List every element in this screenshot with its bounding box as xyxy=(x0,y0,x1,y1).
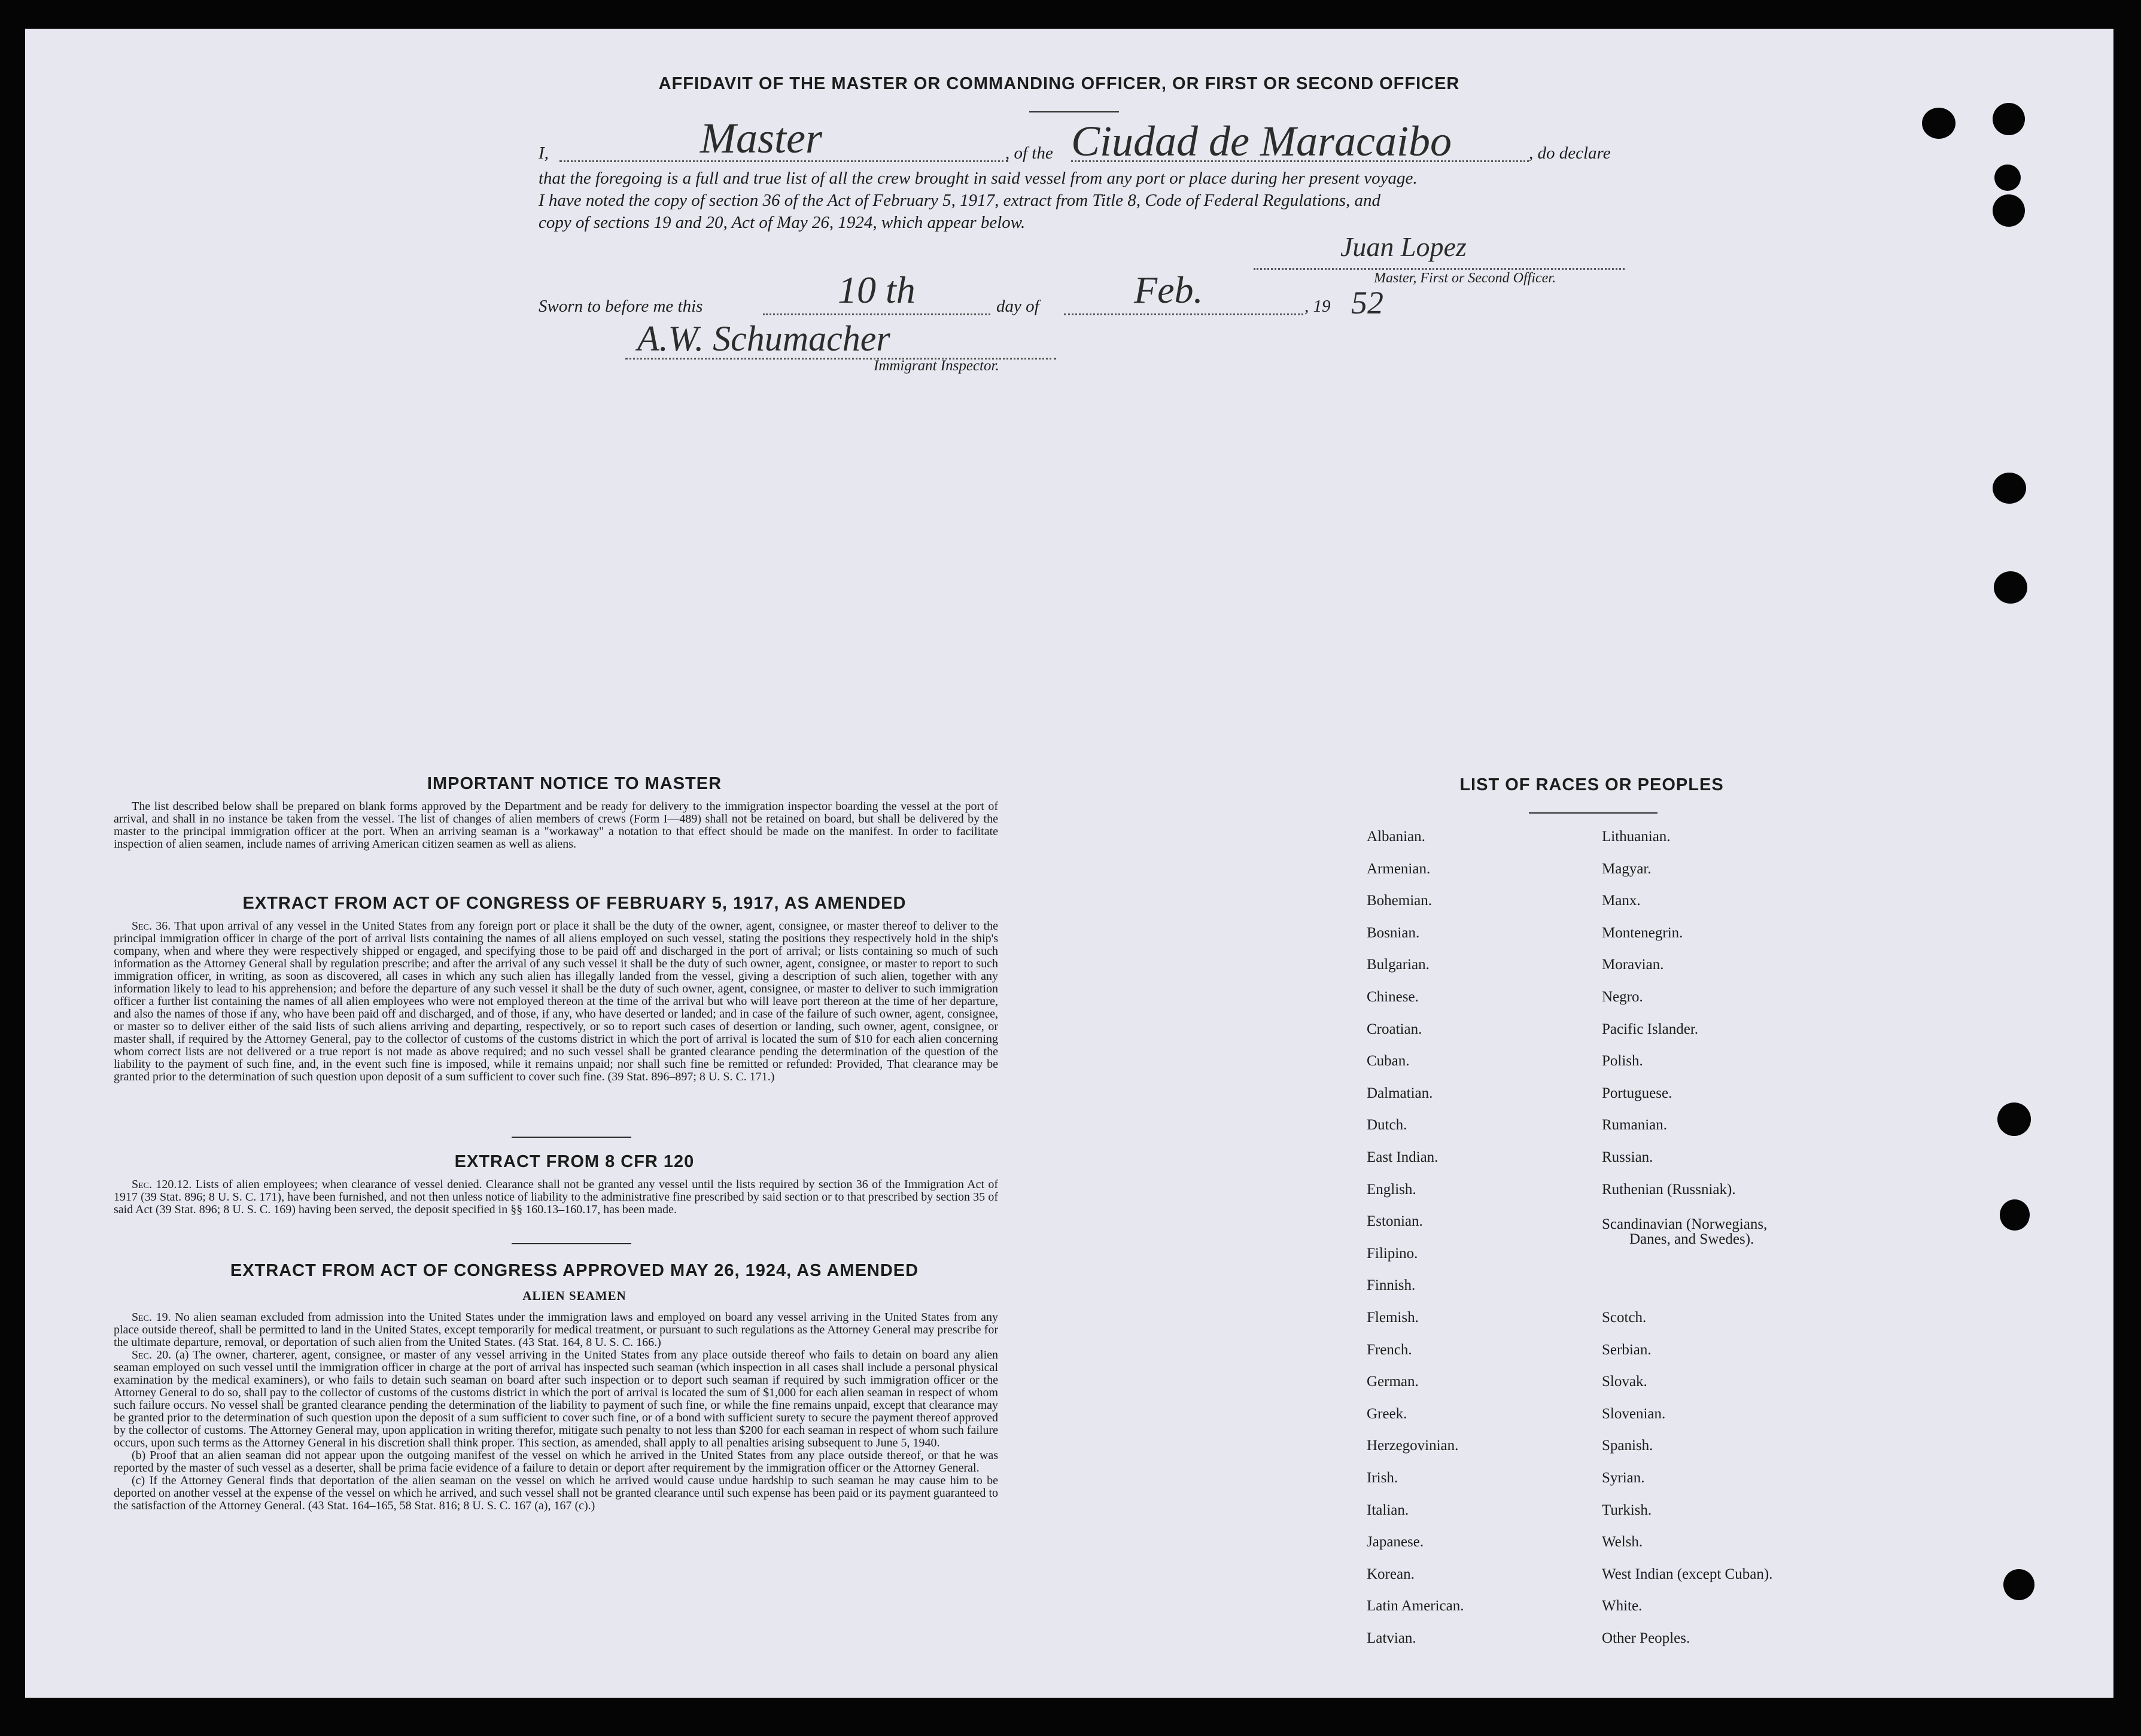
race-item: Syrian. xyxy=(1602,1470,1645,1486)
races-title: LIST OF RACES OR PEOPLES xyxy=(1459,775,1724,794)
divider xyxy=(512,1243,631,1244)
race-item: Bulgarian. xyxy=(1367,957,1430,973)
race-item: Polish. xyxy=(1602,1053,1643,1070)
notice-title: IMPORTANT NOTICE TO MASTER xyxy=(427,774,722,793)
race-item: Japanese. xyxy=(1367,1534,1424,1551)
race-item: Turkish. xyxy=(1602,1502,1652,1518)
divider xyxy=(512,1137,631,1138)
alien-seamen-subtitle: ALIEN SEAMEN xyxy=(522,1289,627,1303)
punch-hole xyxy=(1997,1102,2031,1136)
punch-hole xyxy=(1994,165,2021,191)
officer-signature: Juan Lopez xyxy=(1340,232,1467,262)
punch-hole xyxy=(1993,194,2025,227)
race-item: Cuban. xyxy=(1367,1053,1410,1070)
affidavit-line-3: I have noted the copy of section 36 of the Act of February 5, 1917, extract from Title 8, Code of Federal Regulations, and xyxy=(539,191,1381,210)
inspector-label: Immigrant Inspector. xyxy=(874,358,999,374)
race-item: Flemish. xyxy=(1367,1309,1419,1326)
signature-label: Master, First or Second Officer. xyxy=(1374,270,1556,286)
race-item: Magyar. xyxy=(1602,860,1652,877)
race-item: Pacific Islander. xyxy=(1602,1021,1699,1037)
race-item: German. xyxy=(1367,1373,1419,1390)
sworn-label: Sworn to before me this xyxy=(539,297,703,316)
race-item: Bosnian. xyxy=(1367,924,1420,941)
race-item: Welsh. xyxy=(1602,1534,1643,1551)
race-item: Bohemian. xyxy=(1367,893,1433,909)
name-handwritten: Master xyxy=(700,114,822,162)
race-item: Danes, and Swedes). xyxy=(1629,1231,1754,1248)
race-item: Rumanian. xyxy=(1602,1117,1668,1134)
race-item: Ruthenian (Russniak). xyxy=(1602,1181,1736,1198)
of-the-label: , of the xyxy=(1005,144,1053,163)
day-handwritten: 10 th xyxy=(838,269,916,311)
race-item: Herzegovinian. xyxy=(1367,1437,1459,1454)
race-item: Montenegrin. xyxy=(1602,924,1683,941)
day-label: day of xyxy=(996,297,1039,316)
section-36-text: Sec. 36. That upon arrival of any vessel in the United States from any foreign port or place it shall be the duty of the owner, agent, consignee, or master thereof to deliver to the principal immigration officer in charge of the port of arrival lists containing the names of all aliens employed on such vessel, stating the positions they respectively hold in the ship's company, when and where they were respectively shipped or engaged, and specifying those to be paid off and discharged in the port of arrival; or lists containing so much of such information as the Attorney General shall by regulation prescribe; and after the arrival of any such vessel it shall be the duty of such owner, agent, consignee, or master to report to such immigration officer, in writing, as soon as discovered, all cases in which any such alien has illegally landed from the vessel, giving a description of such alien, together with any information likely to lead to his apprehension; and before the departure of any such vessel it shall be the duty of such owner, agent, consignee, or master to deliver to such immigration officer a further list containing the names of all alien employees who were not employed thereon at the time of the arrival but who will leave port thereon at the time of her departure, and also the names of those if any, who have been paid off and discharged, and of those, if any, who have deserted or landed; and in case of the failure of such owner, agent, consignee, or master so to deliver either of the said lists of such aliens arriving and departing, respectively, or so to report such cases of desertion or landing, such owner, agent, consignee, or master shall, if required by the Attorney General, pay to the collector of customs of the customs district in which the port of arrival is located the sum of $10 for each alien concerning whom correct lists are not delivered or a true report is not made as above required; and no such vessel shall be granted clearance pending the determination of the question of the liability to the payment of such fine, and, in the event such fine is imposed, while it remains unpaid; nor shall such fine be remitted or refunded: Provided, That clearance may be granted prior to the determination of such question upon deposit of a sum sufficient to cover such fine. (39 Stat. 896–897; 8 U. S. C. 171.) xyxy=(114,919,999,1083)
race-item: Negro. xyxy=(1602,989,1643,1005)
punch-hole xyxy=(1993,473,2026,504)
race-item: Greek. xyxy=(1367,1405,1407,1422)
punch-hole xyxy=(1993,103,2025,135)
extract-cfr-title: EXTRACT FROM 8 CFR 120 xyxy=(454,1152,695,1171)
race-item: Russian. xyxy=(1602,1149,1653,1165)
sections-19-20-text: Sec. 19. No alien seaman excluded from admission into the United States under the immigration laws and employed on board any vessel arriving in the United States from any place outside thereof, shall be permitted to land in the United States, except temporarily for medical treatment, or pursuant to such regulations as the Attorney General may prescribe for the ultimate departure, removal, or deportation of such alien from the United States. (43 Stat. 164, 8 U. S. C. 166.) Sec. 20. (a) The owner, charterer, agent, consignee, or master of any vessel arriving in the United States from any place outside thereof who fails to detain on board any alien seaman employed on such vessel until the immigration officer in charge at the port of arrival has inspected such seaman (which inspection in all cases shall include a personal physical examination by the medical examiners), or who fails to detain such seaman on board after such inspection or to deport such seaman if required by such immigration officer or the Attorney General to do so, shall pay to the collector of customs of the customs district in which the port of arrival is located the sum of $1,000 for each alien seaman in respect of whom such failure occurs. No vessel shall be granted clearance pending the determination of the liability to payment of such fine, or while the fine remains unpaid, except that clearance may be granted prior to the determination of such question upon the deposit of a sum sufficient to cover such fine, or of a bond with sufficient surety to secure the payment thereof approved by the collector of customs. The Attorney General may, upon application in writing therefor, mitigate such penalty to not less than $200 for each seaman in respect of whom such failure occurs, upon such terms as the Attorney General in his discretion shall think proper. This section, as amended, shall apply to all penalties arising subsequent to June 5, 1940. (b) Proof that an alien seaman did not appear upon the outgoing manifest of the vessel on which he arrived in the United States from any place outside thereof, or that he was reported by the master of such vessel as a deserter, shall be prima facie evidence of a failure to detain or deport after requirement by the immigration officer or the Attorney General. (c) If the Attorney General finds that deportation of the alien seaman on the vessel on which he arrived would cause undue hardship to such seaman he may cause him to be deported on another vessel at the expense of the vessel on which he arrived, and such vessel shall not be granted clearance until such expense has been paid or its payment guaranteed to the satisfaction of the Attorney General. (43 Stat. 164–165, 58 Stat. 816; 8 U. S. C. 167 (a), 167 (c).) xyxy=(114,1311,999,1512)
race-item: Latvian. xyxy=(1367,1630,1416,1646)
race-item: East Indian. xyxy=(1367,1149,1439,1165)
race-item: Lithuanian. xyxy=(1602,829,1671,845)
race-item: Italian. xyxy=(1367,1502,1409,1518)
i-label: I, xyxy=(539,144,549,163)
race-item: Other Peoples. xyxy=(1602,1630,1690,1646)
race-item: Irish. xyxy=(1367,1470,1398,1486)
race-item: English. xyxy=(1367,1181,1416,1198)
punch-hole xyxy=(1922,108,1956,139)
title-rule xyxy=(1029,111,1119,112)
punch-hole xyxy=(2000,1199,2030,1231)
signature-blank xyxy=(1254,268,1625,270)
affidavit-line-4: copy of sections 19 and 20, Act of May 26, 1924, which appear below. xyxy=(539,213,1026,232)
race-item: Scotch. xyxy=(1602,1309,1647,1326)
race-item: Korean. xyxy=(1367,1566,1415,1582)
race-item: Moravian. xyxy=(1602,957,1664,973)
punch-hole xyxy=(2003,1569,2034,1600)
race-item: Slovak. xyxy=(1602,1373,1647,1390)
race-item: Albanian. xyxy=(1367,829,1425,845)
race-item: Scandinavian (Norwegians, xyxy=(1602,1216,1768,1233)
race-item: Portuguese. xyxy=(1602,1085,1672,1101)
race-item: Estonian. xyxy=(1367,1213,1423,1230)
year-prefix: , 19 xyxy=(1304,297,1331,316)
inspector-handwritten: A.W. Schumacher xyxy=(637,319,890,358)
declare-label: , do declare xyxy=(1529,144,1611,163)
year-handwritten: 52 xyxy=(1351,285,1383,321)
month-handwritten: Feb. xyxy=(1134,269,1203,311)
vessel-handwritten: Ciudad de Maracaibo xyxy=(1071,117,1452,165)
race-item: Slovenian. xyxy=(1602,1405,1666,1422)
race-item: Chinese. xyxy=(1367,989,1419,1005)
races-title-rule xyxy=(1529,812,1658,814)
race-item: White. xyxy=(1602,1598,1643,1615)
race-item: Filipino. xyxy=(1367,1245,1418,1262)
race-item: Serbian. xyxy=(1602,1341,1652,1358)
extract-1924-title: EXTRACT FROM ACT OF CONGRESS APPROVED MAY 26, 1924, AS AMENDED xyxy=(230,1261,919,1280)
affidavit-title: AFFIDAVIT OF THE MASTER OR COMMANDING OFFICER, OR FIRST OR SECOND OFFICER xyxy=(658,74,1460,93)
race-item: West Indian (except Cuban). xyxy=(1602,1566,1773,1582)
section-120-text: Sec. 120.12. Lists of alien employees; when clearance of vessel denied. Clearance shall not be granted any vessel until the lists required by section 36 of the Immigration Act of 1917 (39 Stat. 896; 8 U. S. C. 171), have been furnished, and not then unless notice of liability to the administrative fine prescribed by said section or to that prescribed by section 35 of said Act (39 Stat. 896; 8 U. S. C. 169) having been served, the deposit specified in §§ 160.13–160.17, has been made. xyxy=(114,1178,999,1216)
month-blank xyxy=(1064,313,1303,315)
race-item: Finnish. xyxy=(1367,1277,1416,1294)
race-item: Manx. xyxy=(1602,893,1641,909)
extract-1917-title: EXTRACT FROM ACT OF CONGRESS OF FEBRUARY 5, 1917, AS AMENDED xyxy=(242,894,907,913)
race-item: Armenian. xyxy=(1367,860,1431,877)
day-blank xyxy=(763,313,990,315)
race-item: Latin American. xyxy=(1367,1598,1464,1615)
notice-text: The list described below shall be prepared on blank forms approved by the Department and be ready for delivery to the immigration inspector boarding the vessel at the port of arrival, and shall in no instance be taken from the vessel. The list of changes of alien members of crews (Form I—489) shall not be retained on board, but shall be delivered by the master to the principal immigration officer at the port. When an arriving seaman is a "workaway" a notation to that effect should be made on the manifest. In order to facilitate inspection of alien seamen, include names of arriving American citizen seamen as well as aliens. xyxy=(114,800,998,851)
race-item: French. xyxy=(1367,1341,1412,1358)
race-item: Dalmatian. xyxy=(1367,1085,1433,1101)
race-item: Croatian. xyxy=(1367,1021,1422,1037)
punch-hole xyxy=(1994,571,2027,604)
affidavit-line-2: that the foregoing is a full and true list of all the crew brought in said vessel from any port or place during her present voyage. xyxy=(539,169,1418,188)
race-item: Dutch. xyxy=(1367,1117,1407,1134)
race-item: Spanish. xyxy=(1602,1437,1653,1454)
